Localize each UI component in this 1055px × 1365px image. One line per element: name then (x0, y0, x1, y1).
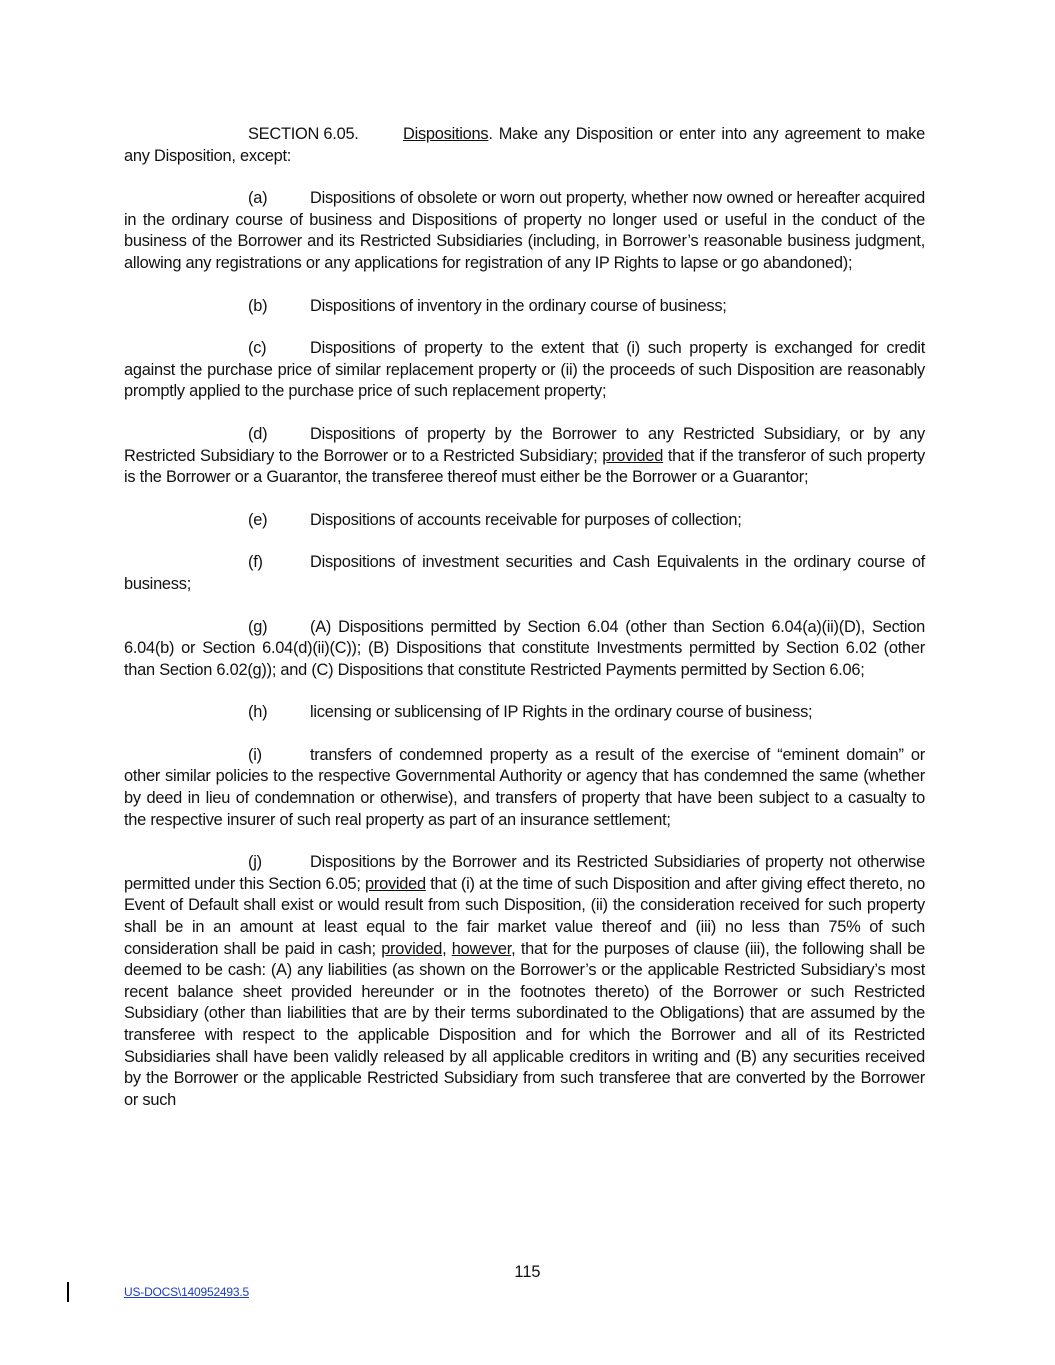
clause-text: Dispositions of obsolete or worn out property, whether now owned or hereafter acquired in the ordinary course of business and Dispositions of property no longer used or useful in the conduct of the business of the Borrower and its Restricted Subsidiaries (including, in Borrower’s reasonable business judgment, allowing any registrations or any applications for registration of any IP Rights to lapse or go abandoned); (124, 189, 925, 272)
clause-label: (e) (248, 510, 268, 529)
clause-label: (c) (248, 339, 267, 358)
clause-i (124, 745, 925, 831)
clause-text: Dispositions of inventory in the ordinary course of business; (310, 296, 727, 315)
clause-text: Dispositions of accounts receivable for purposes of collection; (310, 510, 742, 529)
clause-text: Dispositions by the Borrower and its Restricted Subsidiaries of property not otherwise permitted under this Section 6.05; (124, 853, 925, 893)
clause-text: Dispositions of property by the Borrower to any Restricted Subsidiary, or by any Restricted Subsidiary to the Borrower or to a Restricted Subsidiary; (124, 424, 925, 465)
clause-text: (A) Dispositions permitted by Section 6.04 (other than Section 6.04(a)(ii)(D), Section 6.04(b) or Section 6.04(d)(ii)(C)); (B) Dispositions that constitute Investments permitted by Section 6.02 (other than Section 6.02(g)); and (C) Dispositions that constitute Restricted Payments permitted by Section 6.06; (124, 617, 925, 679)
clause-j (124, 852, 925, 1111)
clause-emphasis: provided (602, 446, 664, 465)
page-number: 115 (514, 1263, 541, 1281)
clause-emphasis: provided (381, 939, 443, 958)
clause-emphasis: however (451, 939, 512, 958)
clause-label: (b) (248, 296, 268, 315)
clause-label: (h) (248, 703, 268, 722)
clause-label: (a) (248, 189, 268, 208)
clause-c (124, 338, 925, 403)
change-bar (67, 1282, 69, 1302)
section-title: Dispositions (403, 125, 489, 143)
clause-e (124, 510, 925, 532)
clause-text: that (i) at the time of such Disposition and after giving effect thereto, no Event of Default shall exist or would result from such Disposition, (ii) the consideration received for such property shall be in an amount at least equal to the fair market value thereof and (iii) no less than 75% of such consideration shall be paid in cash; (124, 874, 925, 958)
clause-label: (d) (248, 424, 268, 443)
clause-emphasis: provided (365, 874, 426, 893)
section-number: SECTION 6.05. (248, 125, 359, 143)
clause-text: , that for the purposes of clause (iii), the following shall be deemed to be cash: (A) any liabilities (as shown on the Borrower’s or the applicable Restricted Subsidiary’s most recent balance sheet provided hereunder or in the footnotes thereto) of the Borrower or such Restricted Subsidiary (other than liabilities that are by their terms subordinated to the Obligations) that are assumed by the transferee with respect to the applicable Disposition and for which the Borrower and all of its Restricted Subsidiaries shall have been validly released by all applicable creditors in writing and (B) any securities received by the Borrower or the applicable Restricted Subsidiary from such transferee that are converted by the Borrower or such (124, 939, 925, 1109)
clause-h (124, 702, 925, 724)
clause-d (124, 424, 925, 489)
clause-text: , (442, 939, 452, 958)
clause-text: licensing or sublicensing of IP Rights in the ordinary course of business; (310, 703, 813, 722)
document-id-link[interactable]: US-DOCS\140952493.5 (124, 1285, 249, 1299)
clause-a (124, 188, 925, 274)
clause-g (124, 617, 925, 682)
clause-text: Dispositions of property to the extent that (i) such property is exchanged for credit against the purchase price of similar replacement property or (ii) the proceeds of such Disposition are reasonably promptly applied to the purchase price of such replacement property; (124, 339, 925, 401)
clause-b (124, 296, 925, 318)
clause-text: Dispositions of investment securities and Cash Equivalents in the ordinary course of business; (124, 553, 925, 593)
clause-text: that if the transferor of such property is the Borrower or a Guarantor, the transferee thereof must either be the Borrower or a Guarantor; (124, 446, 925, 487)
section-intro: . Make any Disposition or enter into any agreement to make any Disposition, except: (124, 125, 925, 165)
clause-label: (g) (248, 617, 268, 636)
clause-label: (f) (248, 553, 263, 572)
clause-text: transfers of condemned property as a result of the exercise of “eminent domain” or other similar policies to the respective Governmental Authority or agency that has condemned the same (whether by deed in lieu of condemnation or otherwise), and transfers of property that have been subject to a casualty to the respective insurer of such real property as part of an insurance settlement; (124, 745, 925, 829)
document-body (124, 124, 925, 1111)
clause-label: (j) (248, 853, 262, 872)
clause-f (124, 552, 925, 595)
section-heading-paragraph (124, 124, 925, 167)
clause-label: (i) (248, 745, 262, 764)
